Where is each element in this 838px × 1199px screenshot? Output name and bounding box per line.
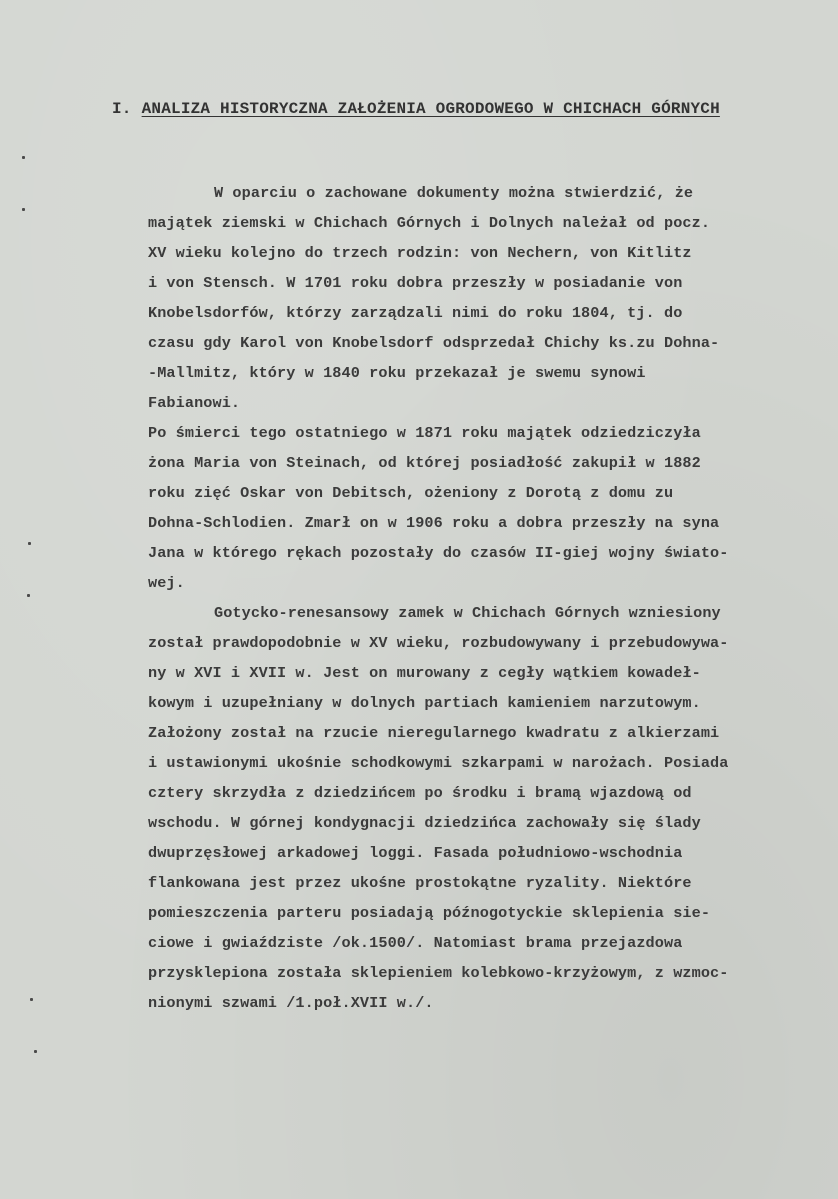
text-line: kowym i uzupełniany w dolnych partiach kamieniem narzutowym. (148, 694, 701, 712)
text-line: ciowe i gwiaździste /ok.1500/. Natomiast brama przejazdowa (148, 934, 683, 952)
text-line: W oparciu o zachowane dokumenty można stwierdzić, że (214, 184, 694, 202)
scan-speck (30, 998, 33, 1001)
text-line: i von Stensch. W 1701 roku dobra przeszły w posiadanie von (148, 274, 683, 292)
text-line: i ustawionymi ukośnie schodkowymi szkarpami w narożach. Posiada (148, 754, 729, 772)
text-line: został prawdopodobnie w XV wieku, rozbudowywany i przebudowywa- (148, 634, 729, 652)
body-text (148, 178, 818, 1018)
text-line: nionymi szwami /1.poł.XVII w./. (148, 994, 434, 1012)
text-line: cztery skrzydła z dziedzińcem po środku i bramą wjazdową od (148, 784, 692, 802)
text-line: pomieszczenia parteru posiadają późnogotyckie sklepienia sie- (148, 904, 711, 922)
text-line: Fabianowi. (148, 394, 241, 412)
section-heading (112, 100, 802, 118)
text-line: flankowana jest przez ukośne prostokątne ryzality. Niektóre (148, 874, 692, 892)
text-line: Jana w którego rękach pozostały do czasów II-giej wojny świato- (148, 544, 729, 562)
scan-speck (22, 208, 25, 211)
text-line: -Mallmitz, który w 1840 roku przekazał je swemu synowi (148, 364, 646, 382)
section-number: I. (112, 100, 132, 118)
scan-speck (22, 156, 25, 159)
text-line: czasu gdy Karol von Knobelsdorf odsprzedał Chichy ks.zu Dohna- (148, 334, 720, 352)
text-line: majątek ziemski w Chichach Górnych i Dolnych należał od pocz. (148, 214, 711, 232)
text-line: przysklepiona została sklepieniem kolebkowo-krzyżowym, z wzmoc- (148, 964, 729, 982)
text-line: wschodu. W górnej kondygnacji dziedzińca zachowały się ślady (148, 814, 701, 832)
text-line: wej. (148, 574, 185, 592)
text-line: ny w XVI i XVII w. Jest on murowany z cegły wątkiem kowadeł- (148, 664, 701, 682)
text-line: Po śmierci tego ostatniego w 1871 roku majątek odziedziczyła (148, 424, 701, 442)
text-line: roku zięć Oskar von Debitsch, ożeniony z Dorotą z domu zu (148, 484, 674, 502)
scan-speck (27, 594, 30, 597)
text-line: żona Maria von Steinach, od której posiadłość zakupił w 1882 (148, 454, 701, 472)
text-line: XV wieku kolejno do trzech rodzin: von Nechern, von Kitlitz (148, 244, 692, 262)
text-line: Dohna-Schlodien. Zmarł on w 1906 roku a dobra przeszły na syna (148, 514, 720, 532)
text-line: Gotycko-renesansowy zamek w Chichach Górnych wzniesiony (214, 604, 721, 622)
text-line: Knobelsdorfów, którzy zarządzali nimi do roku 1804, tj. do (148, 304, 683, 322)
text-line: Założony został na rzucie nieregularnego kwadratu z alkierzami (148, 724, 720, 742)
text-line: dwuprzęsłowej arkadowej loggi. Fasada południowo-wschodnia (148, 844, 683, 862)
scan-speck (34, 1050, 37, 1053)
section-title: ANALIZA HISTORYCZNA ZAŁOŻENIA OGRODOWEGO W CHICHACH GÓRNYCH (141, 100, 720, 118)
scan-speck (28, 542, 31, 545)
